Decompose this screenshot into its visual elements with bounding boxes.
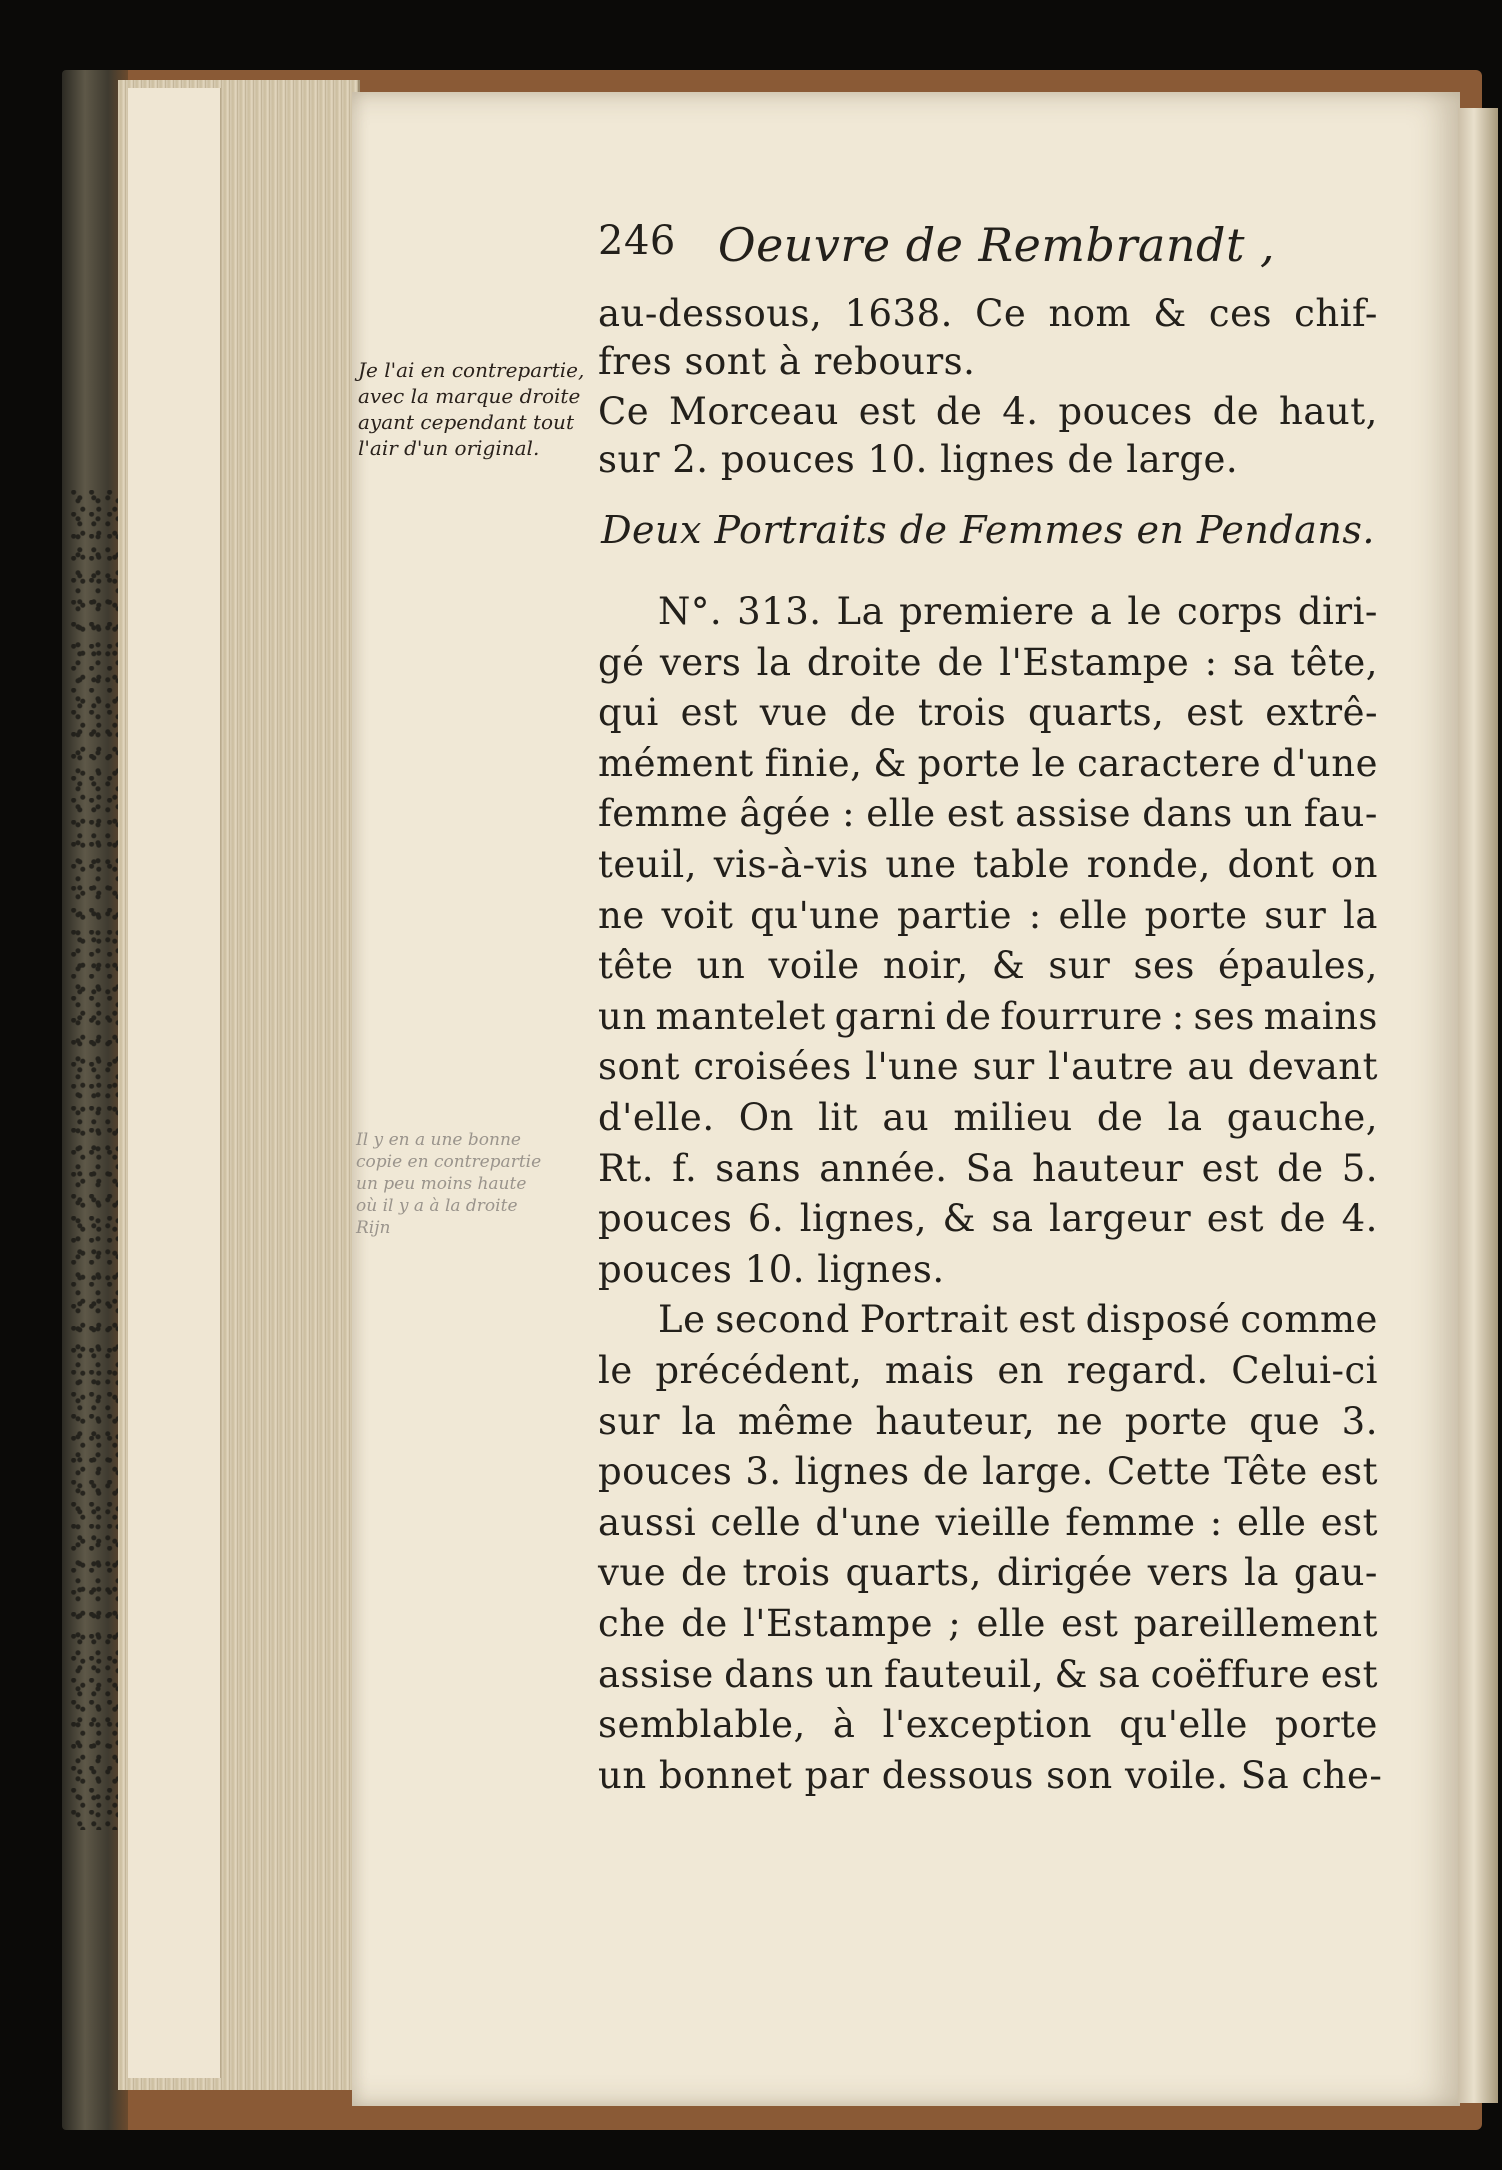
text-line: sur 2. pouces 10. lignes de large. bbox=[598, 438, 1239, 481]
text-line: Le second Portrait est disposé comme bbox=[658, 1298, 1378, 1342]
text-line: fres sont à rebours. bbox=[598, 340, 976, 383]
text-line: le précédent, mais en regard. Celui-ci bbox=[598, 1349, 1378, 1392]
text-line: un mantelet garni de fourrure : ses mains bbox=[598, 994, 1378, 1038]
text-line: sur la même hauteur, ne porte que 3. bbox=[598, 1399, 1378, 1443]
page-number: 246 bbox=[598, 218, 676, 264]
text-line: pouces 6. lignes, & sa largeur est de 4. bbox=[598, 1197, 1378, 1241]
text-line: au-dessous, 1638. Ce nom & ces chif- bbox=[598, 292, 1378, 335]
margin-note-line: ayant cependant tout bbox=[358, 410, 574, 434]
text-line: pouces 3. lignes de large. Cette Tête est bbox=[598, 1450, 1378, 1494]
previous-pages bbox=[128, 88, 221, 2078]
text-line: N°. 313. La premiere a le corps diri- bbox=[658, 590, 1378, 633]
section-title: Deux Portraits de Femmes en Pendans. bbox=[601, 508, 1375, 552]
text-line: semblable, à l'exception qu'elle porte bbox=[598, 1703, 1378, 1747]
margin-note-line: Rijn bbox=[356, 1218, 391, 1238]
text-line: che de l'Estampe ; elle est pareillement bbox=[598, 1602, 1378, 1645]
text-line: Ce Morceau est de 4. pouces de haut, bbox=[598, 390, 1378, 433]
margin-note-line: l'air d'un original. bbox=[358, 436, 540, 460]
text-line: gé vers la droite de l'Estampe : sa tête, bbox=[598, 640, 1378, 684]
text-line: sont croisées l'une sur l'autre au devant bbox=[598, 1045, 1378, 1089]
text-line: pouces 10. lignes. bbox=[598, 1247, 945, 1291]
text-line: tête un voile noir, & sur ses épaules, bbox=[598, 944, 1378, 988]
margin-note-line: copie en contrepartie bbox=[356, 1152, 542, 1172]
text-line: mément finie, & porte le caractere d'une bbox=[598, 741, 1378, 785]
text-line: Rt. f. sans année. Sa hauteur est de 5. bbox=[598, 1146, 1378, 1190]
text-line: assise dans un fauteuil, & sa coëffure est bbox=[598, 1652, 1378, 1696]
margin-note-line: Je l'ai en contrepartie, bbox=[358, 358, 585, 382]
margin-note-line: Il y en a une bonne bbox=[356, 1130, 521, 1150]
margin-note-line: un peu moins haute bbox=[356, 1174, 527, 1194]
text-line: un bonnet par dessous son voile. Sa che- bbox=[598, 1753, 1383, 1797]
text-line: femme âgée : elle est assise dans un fau- bbox=[598, 792, 1378, 836]
margin-note-line: avec la marque droite bbox=[358, 384, 581, 408]
next-page-edge bbox=[1458, 108, 1498, 2103]
text-line: vue de trois quarts, dirigée vers la gau- bbox=[598, 1551, 1378, 1595]
text-line: qui est vue de trois quarts, est extrê- bbox=[598, 691, 1378, 735]
running-header bbox=[598, 218, 1378, 272]
text-line: aussi celle d'une vieille femme : elle est bbox=[598, 1500, 1378, 1544]
text-line: teuil, vis-à-vis une table ronde, dont on bbox=[598, 843, 1378, 886]
marbling-pattern bbox=[70, 490, 118, 1830]
margin-note-line: où il y a à la droite bbox=[356, 1196, 518, 1216]
text-line: ne voit qu'une partie : elle porte sur la bbox=[598, 893, 1378, 937]
running-title: Oeuvre de Rembrandt , bbox=[717, 218, 1276, 272]
text-line: d'elle. On lit au milieu de la gauche, bbox=[598, 1096, 1378, 1139]
